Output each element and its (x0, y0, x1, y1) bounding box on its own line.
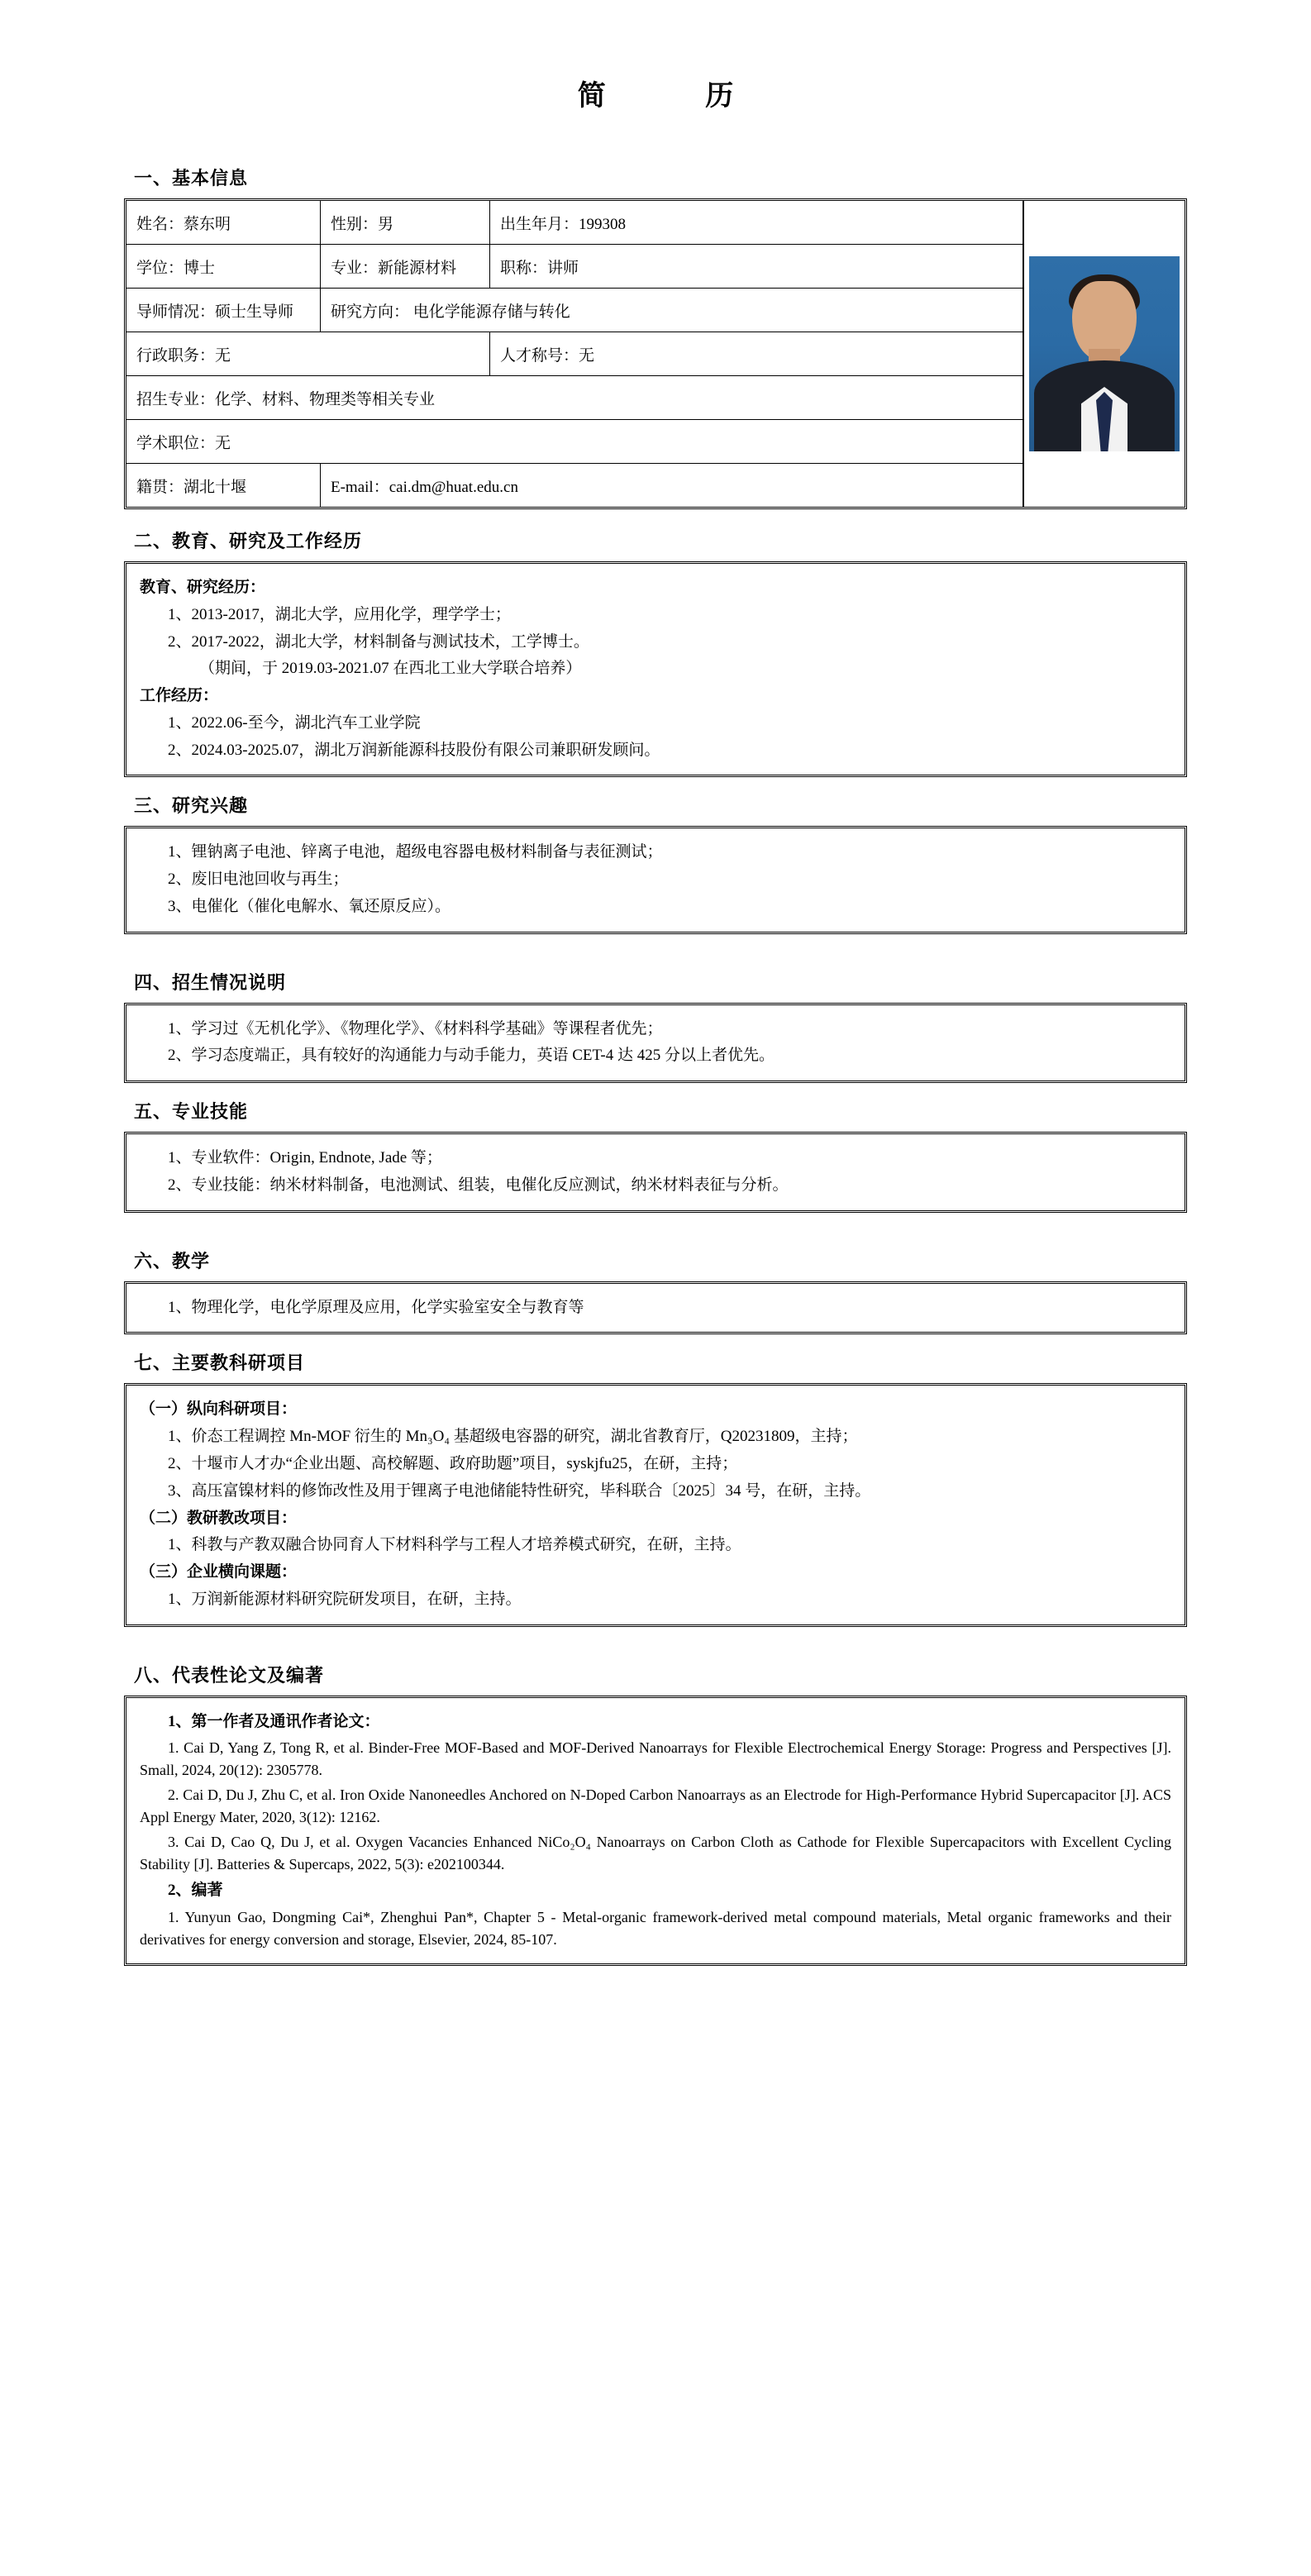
section-heading-publications: 八、代表性论文及编著 (134, 1664, 325, 1686)
projects-group-title-teaching-reform: （二）教研教改项目： (140, 1509, 298, 1527)
cell-degree: 学位：博士 (126, 245, 321, 289)
projects-group-title-industry: （三）企业横向课题： (140, 1563, 298, 1581)
cell-name: 姓名：蔡东明 (126, 201, 321, 245)
experience-content (126, 564, 1185, 775)
section-heading-basic-info: 一、基本信息 (134, 168, 249, 188)
list-item: 1、学习过《无机化学》、《物理化学》、《材料科学基础》等课程者优先； (168, 1019, 663, 1038)
projects-group-title-vertical: （一）纵向科研项目： (140, 1400, 298, 1419)
list-item: 3、电催化（催化电解水、氧还原反应）。 (168, 897, 451, 915)
section-heading-teaching: 六、教学 (134, 1250, 211, 1271)
cell-title: 职称：讲师 (490, 245, 1023, 289)
research-interest-box (124, 826, 1187, 933)
edu-subtitle: 教育、研究经历： (140, 579, 266, 596)
project-item: 1、万润新能源材料研究院研发项目，在研，主持。 (168, 1590, 522, 1608)
book-item: 1. Yunyun Gao, Dongming Cai*, Zhenghui Pan*, Chapter 5 - Metal-organic framework-derived metal compound materials, Metal organic frameworks and their derivatives for energy conversion and storage, Elsevier, 2024, 85-107. (140, 1909, 1171, 1949)
project-item: 1、科教与产教双融合协同育人下材料科学与工程人才培养模式研究，在研，主持。 (168, 1536, 741, 1554)
section-heading-research-interest: 三、研究兴趣 (134, 795, 249, 817)
photo-cell (1023, 201, 1185, 507)
cell-academic-post: 学术职位：无 (126, 420, 1023, 464)
cell-enrollment-major: 招生专业：化学、材料、物理类等相关专业 (126, 376, 1023, 420)
cell-hometown: 籍贯：湖北十堰 (126, 464, 321, 508)
table-row (126, 332, 1023, 376)
publications-content (126, 1698, 1185, 1964)
project-item: 3、高压富镍材料的修饰改性及用于锂离子电池储能特性研究，毕科联合〔2025〕34 号，在研，主持。 (168, 1481, 871, 1500)
edu-item-note: （期间，于 2019.03-2021.07 在西北工业大学联合培养） (199, 660, 582, 678)
experience-box (124, 561, 1187, 777)
table-row (126, 289, 1023, 332)
publications-box (124, 1696, 1187, 1967)
enrollment-box (124, 1003, 1187, 1084)
cell-admin-post: 行政职务：无 (126, 332, 490, 376)
section-heading-projects: 七、主要教科研项目 (134, 1352, 306, 1374)
basic-info-grid (126, 201, 1023, 507)
work-item: 1、2022.06-至今，湖北汽车工业学院 (168, 713, 421, 732)
cell-major: 专业：新能源材料 (321, 245, 490, 289)
cell-birth: 出生年月：199308 (490, 201, 1023, 245)
table-row (126, 420, 1023, 464)
publication-item: 2. Cai D, Du J, Zhu C, et al. Iron Oxide Nanoneedles Anchored on N-Doped Carbon Nanoarrays as an Electrode for High-Performance Hybrid Supercapacitor [J]. ACS Appl Energy Mater, 2020, 3(12): 12162. (140, 1787, 1171, 1826)
cell-gender: 性别：男 (321, 201, 490, 245)
skills-box (124, 1132, 1187, 1213)
teaching-content (126, 1284, 1185, 1333)
avatar (1029, 256, 1180, 451)
publications-group-title-papers: 1、第一作者及通讯作者论文： (168, 1712, 380, 1730)
table-row (126, 245, 1023, 289)
project-item: 2、十堰市人才办“企业出题、高校解题、政府助题”项目，syskjfu25，在研，主持； (168, 1455, 738, 1473)
section-heading-enrollment: 四、招生情况说明 (134, 971, 287, 993)
list-item: 2、专业技能：纳米材料制备，电池测试、组装，电催化反应测试，纳米材料表征与分析。 (168, 1176, 789, 1194)
publication-item: 1. Cai D, Yang Z, Tong R, et al. Binder-Free MOF-Based and MOF-Derived Nanoarrays for Flexible Electrochemical Energy Storage: Progress and Perspectives [J]. Small, 2024, 20(12): 2305778. (140, 1739, 1171, 1779)
cell-talent-title: 人才称号：无 (490, 332, 1023, 376)
work-subtitle: 工作经历： (140, 687, 219, 705)
work-item: 2、2024.03-2025.07，湖北万润新能源科技股份有限公司兼职研发顾问。 (168, 741, 660, 759)
projects-content (126, 1386, 1185, 1624)
basic-info-table (124, 198, 1187, 509)
project-item: 1、价态工程调控 Mn-MOF 衍生的 Mn₃O₄ 基超级电容器的研究，湖北省教育厅，Q20231809，主持； (168, 1428, 858, 1446)
list-item: 2、废旧电池回收与再生； (168, 871, 349, 889)
section-heading-experience: 二、教育、研究及工作经历 (134, 531, 363, 551)
edu-item: 1、2013-2017，湖北大学，应用化学，理学学士； (168, 605, 511, 623)
table-row (126, 464, 1023, 508)
list-item: 2、学习态度端正，具有较好的沟通能力与动手能力，英语 CET-4 达 425 分以上者优先。 (168, 1047, 775, 1065)
page-title: 简 历 (577, 81, 780, 112)
table-row (126, 201, 1023, 245)
teaching-box (124, 1281, 1187, 1335)
cell-advisor: 导师情况：硕士生导师 (126, 289, 321, 332)
list-item: 1、锂钠离子电池、锌离子电池，超级电容器电极材料制备与表征测试； (168, 843, 663, 861)
cell-research-direction: 研究方向： 电化学能源存储与转化 (321, 289, 1023, 332)
edu-item: 2、2017-2022，湖北大学，材料制备与测试技术，工学博士。 (168, 632, 589, 651)
enrollment-content (126, 1005, 1185, 1081)
table-row (126, 376, 1023, 420)
cell-email: E-mail：cai.dm@huat.edu.cn (321, 464, 1023, 508)
projects-box (124, 1383, 1187, 1626)
list-item: 1、专业软件：Origin, Endnote, Jade 等； (168, 1149, 442, 1167)
research-interest-content (126, 828, 1185, 931)
publication-item: 3. Cai D, Cao Q, Du J, et al. Oxygen Vacancies Enhanced NiCo₂O₄ Nanoarrays on Carbon Cloth as Cathode for Flexible Supercapacitors with Excellent Cycling Stability [J]. Batteries & Supercaps, 2022, 5(3): e202100344. (140, 1834, 1171, 1873)
section-heading-skills: 五、专业技能 (134, 1101, 249, 1123)
publications-group-title-books: 2、编著 (168, 1882, 223, 1900)
list-item: 1、物理化学，电化学原理及应用，化学实验室安全与教育等 (168, 1298, 584, 1316)
skills-content (126, 1134, 1185, 1210)
